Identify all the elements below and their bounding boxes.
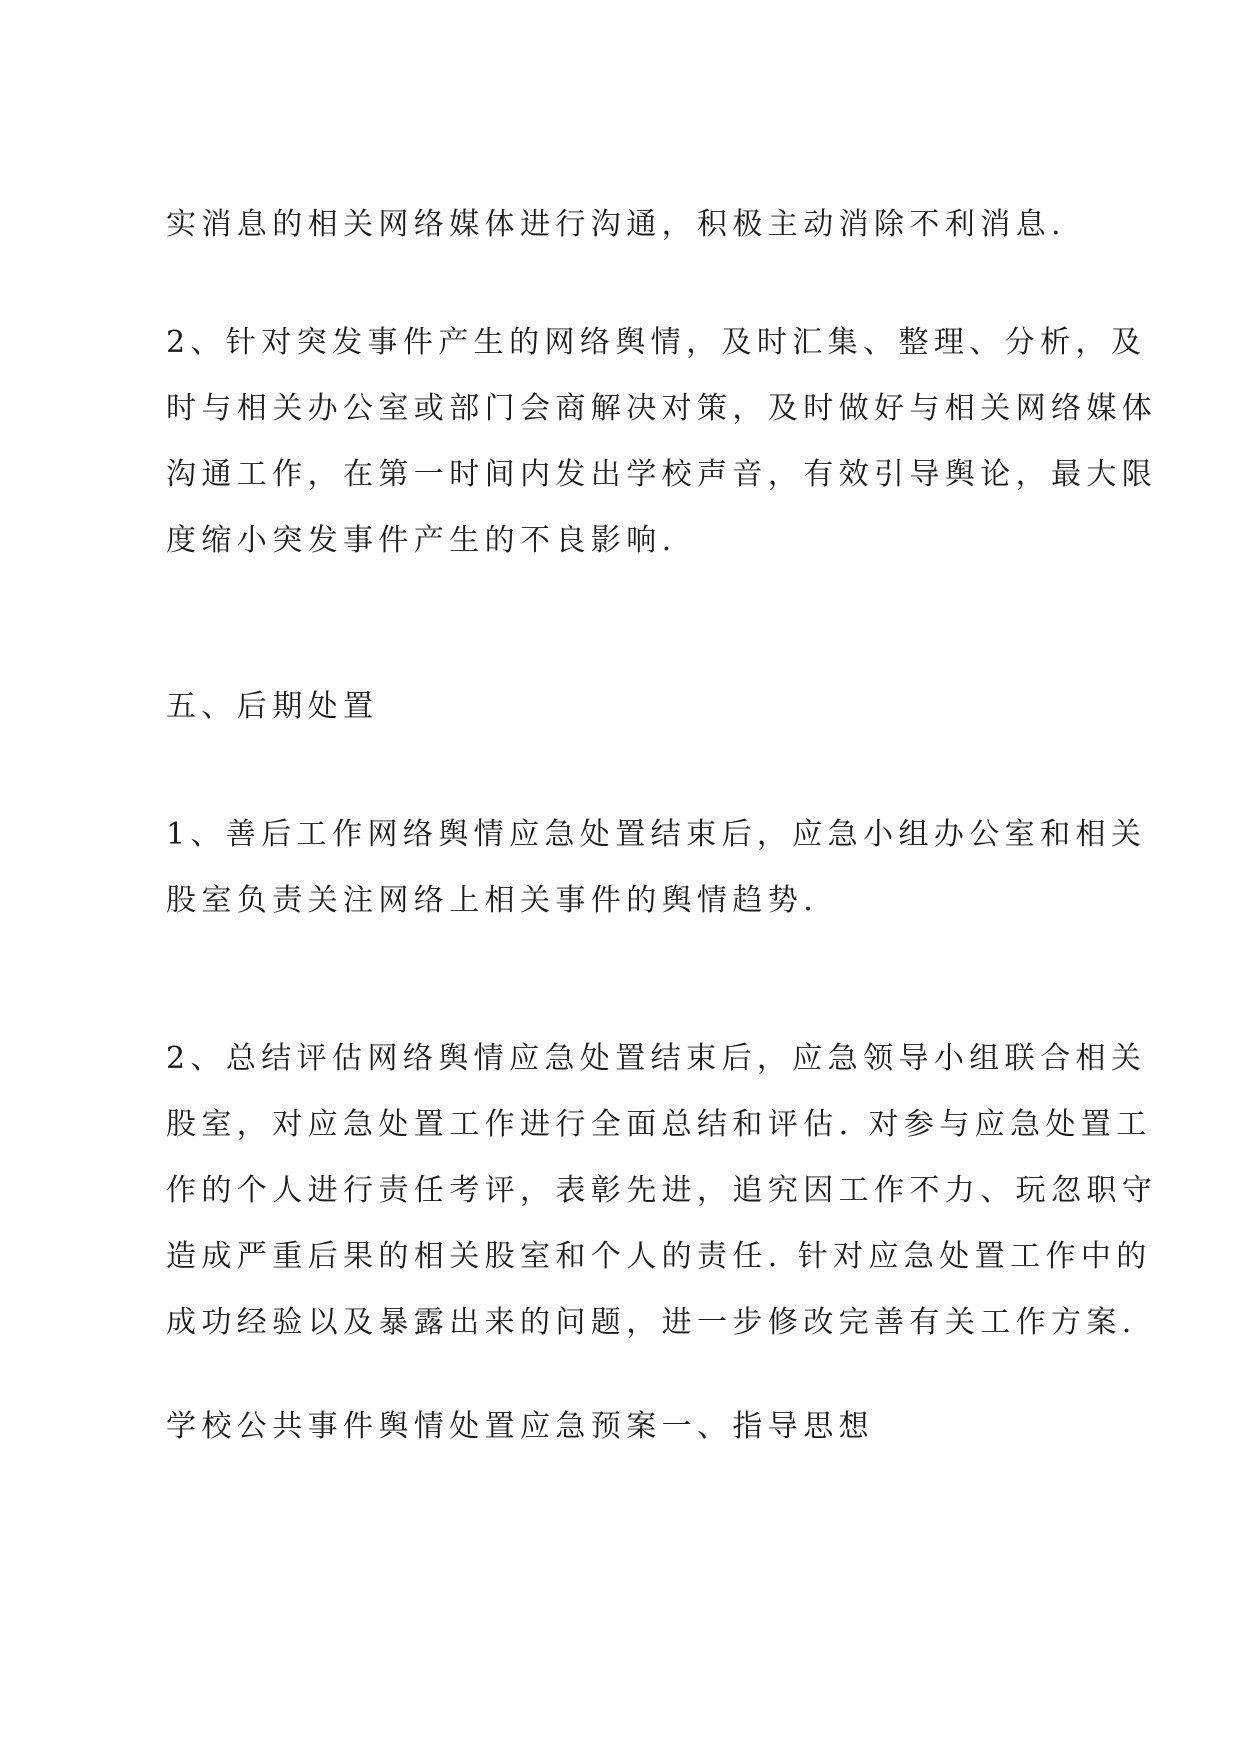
text-line: 成功经验以及暴露出来的问题，进一步修改完善有关工作方案. xyxy=(166,1305,1137,1340)
text-line: 造成严重后果的相关股室和个人的责任. 针对应急处置工作中的 xyxy=(166,1239,1152,1274)
text-line: 时与相关办公室或部门会商解决对策，及时做好与相关网络媒体 xyxy=(166,391,1158,426)
text-line: 度缩小突发事件产生的不良影响. xyxy=(166,523,677,558)
paragraph-5 xyxy=(166,1394,1096,1460)
paragraph-1 xyxy=(166,192,1096,258)
text-line: 1、善后工作网络舆情应急处置结束后，应急小组办公室和相关 xyxy=(166,817,1147,852)
text-line: 作的个人进行责任考评，表彰先进，追究因工作不力、玩忽职守 xyxy=(166,1173,1158,1208)
text-line: 2、总结评估网络舆情应急处置结束后，应急领导小组联合相关 xyxy=(166,1041,1147,1076)
paragraph-4 xyxy=(166,1026,1158,1356)
text-line: 学校公共事件舆情处置应急预案一、指导思想 xyxy=(166,1409,874,1444)
text-line: 2、针对突发事件产生的网络舆情，及时汇集、整理、分析，及 xyxy=(166,325,1147,360)
text-line: 股室负责关注网络上相关事件的舆情趋势. xyxy=(166,883,819,918)
text-line: 股室，对应急处置工作进行全面总结和评估. 对参与应急处置工 xyxy=(166,1107,1152,1142)
paragraph-3 xyxy=(166,802,1147,934)
text-line: 沟通工作，在第一时间内发出学校声音，有效引导舆论，最大限 xyxy=(166,457,1158,492)
text-line: 实消息的相关网络媒体进行沟通，积极主动消除不利消息. xyxy=(166,207,1066,242)
text-line: 五、后期处置 xyxy=(166,689,379,724)
section-heading xyxy=(166,674,1096,740)
paragraph-2 xyxy=(166,310,1158,574)
